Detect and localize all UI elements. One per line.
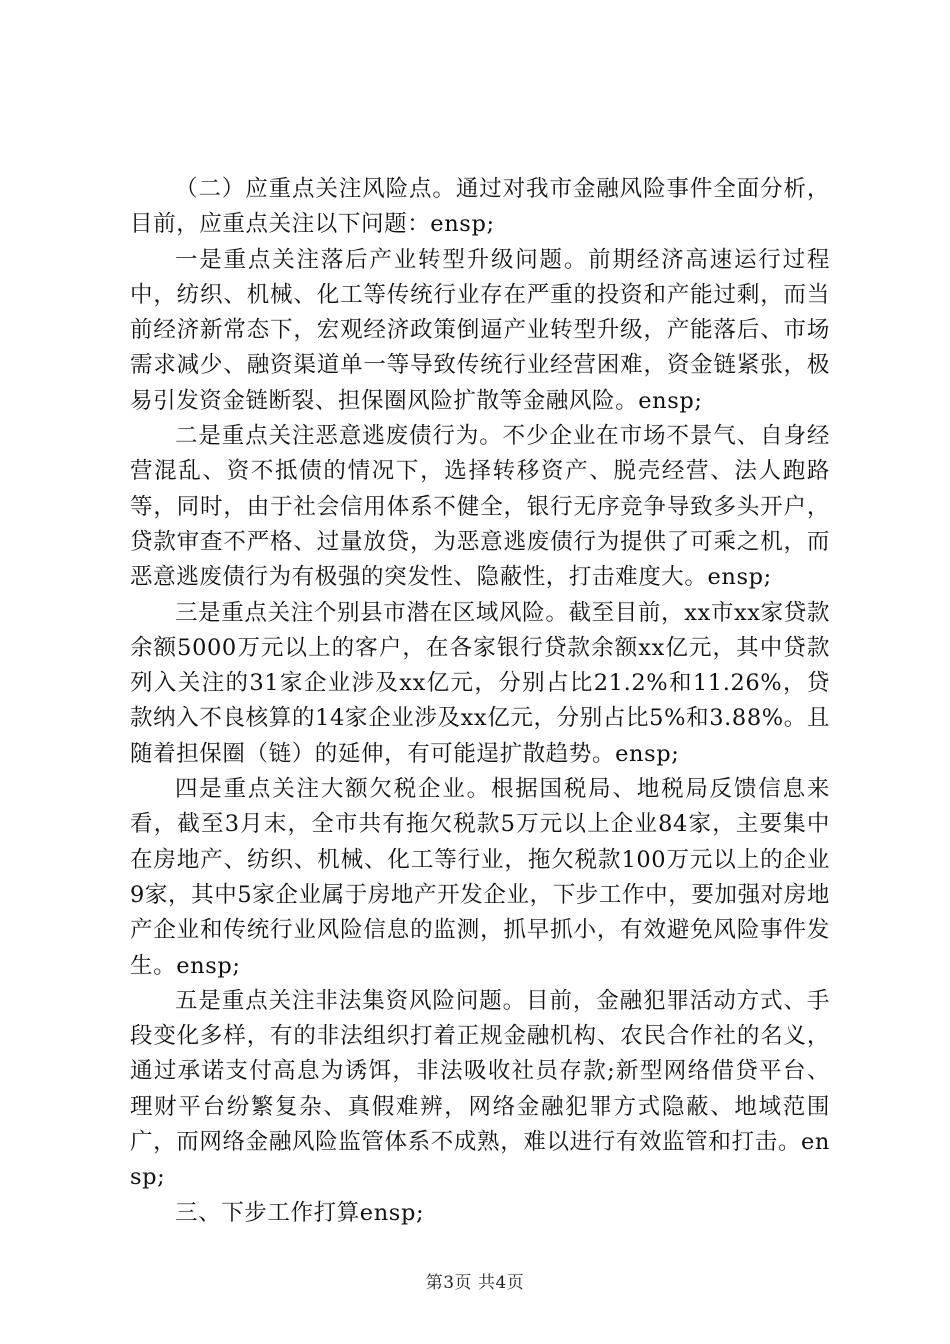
paragraph-regional-risk: 三是重点关注个别县市潜在区域风险。截至目前，xx市xx家贷款余额5000万元以上的客户，在各家银行贷款余额xx亿元，其中贷款列入关注的31家企业涉及xx亿元，分别占比21.2%和11.26%，贷款纳入不良核算的14家企业涉及xx亿元，分别占比5%和3.88%。且随着担保圈（链）的延伸，有可能逞扩散趋势。ensp;: [130, 599, 830, 767]
paragraph-key-risk-points: （二）应重点关注风险点。通过对我市金融风险事件全面分析，目前，应重点关注以下问题：ensp;: [130, 176, 830, 238]
paragraph-next-steps-heading: 三、下步工作打算ensp;: [175, 1199, 425, 1226]
document-body: [130, 172, 830, 1231]
page-number-footer: 第3页 共4页: [425, 1273, 525, 1293]
paragraph-debt-evasion: 二是重点关注恶意逃废债行为。不少企业在市场不景气、自身经营混乱、资不抵债的情况下，选择转移资产、脱壳经营、法人跑路等，同时，由于社会信用体系不健全，银行无序竞争导致多头开户，贷款审查不严格、过量放贷，为恶意逃废债行为提供了可乘之机，而恶意逃废债行为有极强的突发性、隐蔽性，打击难度大。ensp;: [130, 423, 830, 591]
paragraph-tax-arrears: 四是重点关注大额欠税企业。根据国税局、地税局反馈信息来看，截至3月末，全市共有拖欠税款5万元以上企业84家，主要集中在房地产、纺织、机械、化工等行业，拖欠税款100万元以上的企业9家，其中5家企业属于房地产开发企业，下步工作中，要加强对房地产企业和传统行业风险信息的监测，抓早抓小，有效避免风险事件发生。ensp;: [130, 776, 830, 979]
paragraph-illegal-fundraising: 五是重点关注非法集资风险问题。目前，金融犯罪活动方式、手段变化多样，有的非法组织打着正规金融机构、农民合作社的名义，通过承诺支付高息为诱饵，非法吸收社员存款;新型网络借贷平台、理财平台纷繁复杂、真假难辨，网络金融犯罪方式隐蔽、地域范围广，而网络金融风险监管体系不成熟，难以进行有效监管和打击。ensp;: [130, 987, 830, 1191]
paragraph-industry-transformation: 一是重点关注落后产业转型升级问题。前期经济高速运行过程中，纺织、机械、化工等传统行业存在严重的投资和产能过剩，而当前经济新常态下，宏观经济政策倒逼产业转型升级，产能落后、市场需求减少、融资渠道单一等导致传统行业经营困难，资金链紧张，极易引发资金链断裂、担保圈风险扩散等金融风险。ensp;: [130, 246, 830, 414]
